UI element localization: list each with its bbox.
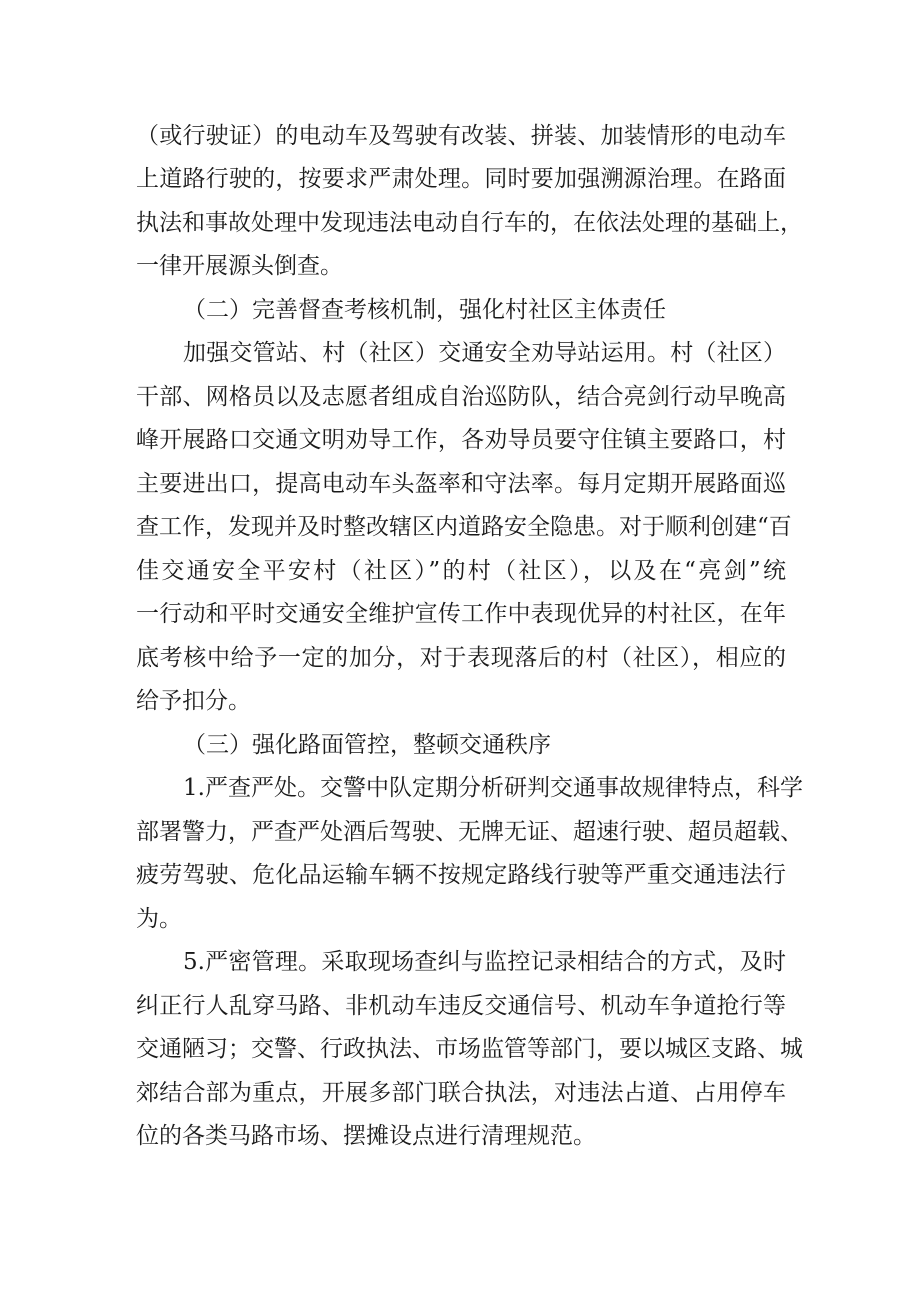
paragraph-line: （或行驶证）的电动车及驾驶有改装、拼装、加装情形的电动车	[136, 123, 786, 149]
paragraph-line: 1.严查严处。交警中队定期分析研判交通事故规律特点，科学	[183, 775, 803, 801]
paragraph-line: 佳交通安全平安村（社区）”的村（社区），以及在“亮剑”统	[136, 558, 786, 584]
paragraph-line: 查工作，发现并及时整改辖区内道路安全隐患。对于顺利创建“百	[136, 514, 792, 540]
paragraph-line: 上道路行驶的，按要求严肃处理。同时要加强溯源治理。在路面	[136, 166, 786, 192]
section-heading: （三）强化路面管控，整顿交通秩序	[183, 732, 551, 758]
paragraph-line: 部署警力，严查严处酒后驾驶、无牌无证、超速行驶、超员超载、	[136, 819, 803, 845]
paragraph-line: 交通陋习；交警、行政执法、市场监管等部门，要以城区支路、城	[136, 1036, 803, 1062]
paragraph-line: 位的各类马路市场、摆摊设点进行清理规范。	[136, 1123, 596, 1149]
paragraph-line: 执法和事故处理中发现违法电动自行车的，在依法处理的基础上，	[136, 210, 803, 236]
paragraph-line: 为。	[136, 906, 182, 932]
paragraph-line: 郊结合部为重点，开展多部门联合执法，对违法占道、占用停车	[136, 1080, 786, 1106]
paragraph-line: 加强交管站、村（社区）交通安全劝导站运用。村（社区）	[183, 340, 786, 366]
paragraph-line: 主要进出口，提高电动车头盔率和守法率。每月定期开展路面巡	[136, 471, 786, 497]
paragraph-line: 干部、网格员以及志愿者组成自治巡防队，结合亮剑行动早晚高	[136, 384, 786, 410]
paragraph-line: 5.严密管理。采取现场查纠与监控记录相结合的方式，及时	[183, 949, 786, 975]
paragraph-line: 一律开展源头倒查。	[136, 253, 343, 279]
paragraph-line: 一行动和平时交通安全维护宣传工作中表现优异的村社区，在年	[136, 601, 786, 627]
paragraph-line: 底考核中给予一定的加分，对于表现落后的村（社区），相应的	[136, 645, 786, 671]
paragraph-line: 峰开展路口交通文明劝导工作，各劝导员要守住镇主要路口，村	[136, 427, 786, 453]
paragraph-line: 给予扣分。	[136, 688, 251, 714]
section-heading: （二）完善督查考核机制，强化村社区主体责任	[183, 297, 666, 323]
paragraph-line: 纠正行人乱穿马路、非机动车违反交通信号、机动车争道抢行等	[136, 993, 786, 1019]
paragraph-line: 疲劳驾驶、危化品运输车辆不按规定路线行驶等严重交通违法行	[136, 862, 786, 888]
